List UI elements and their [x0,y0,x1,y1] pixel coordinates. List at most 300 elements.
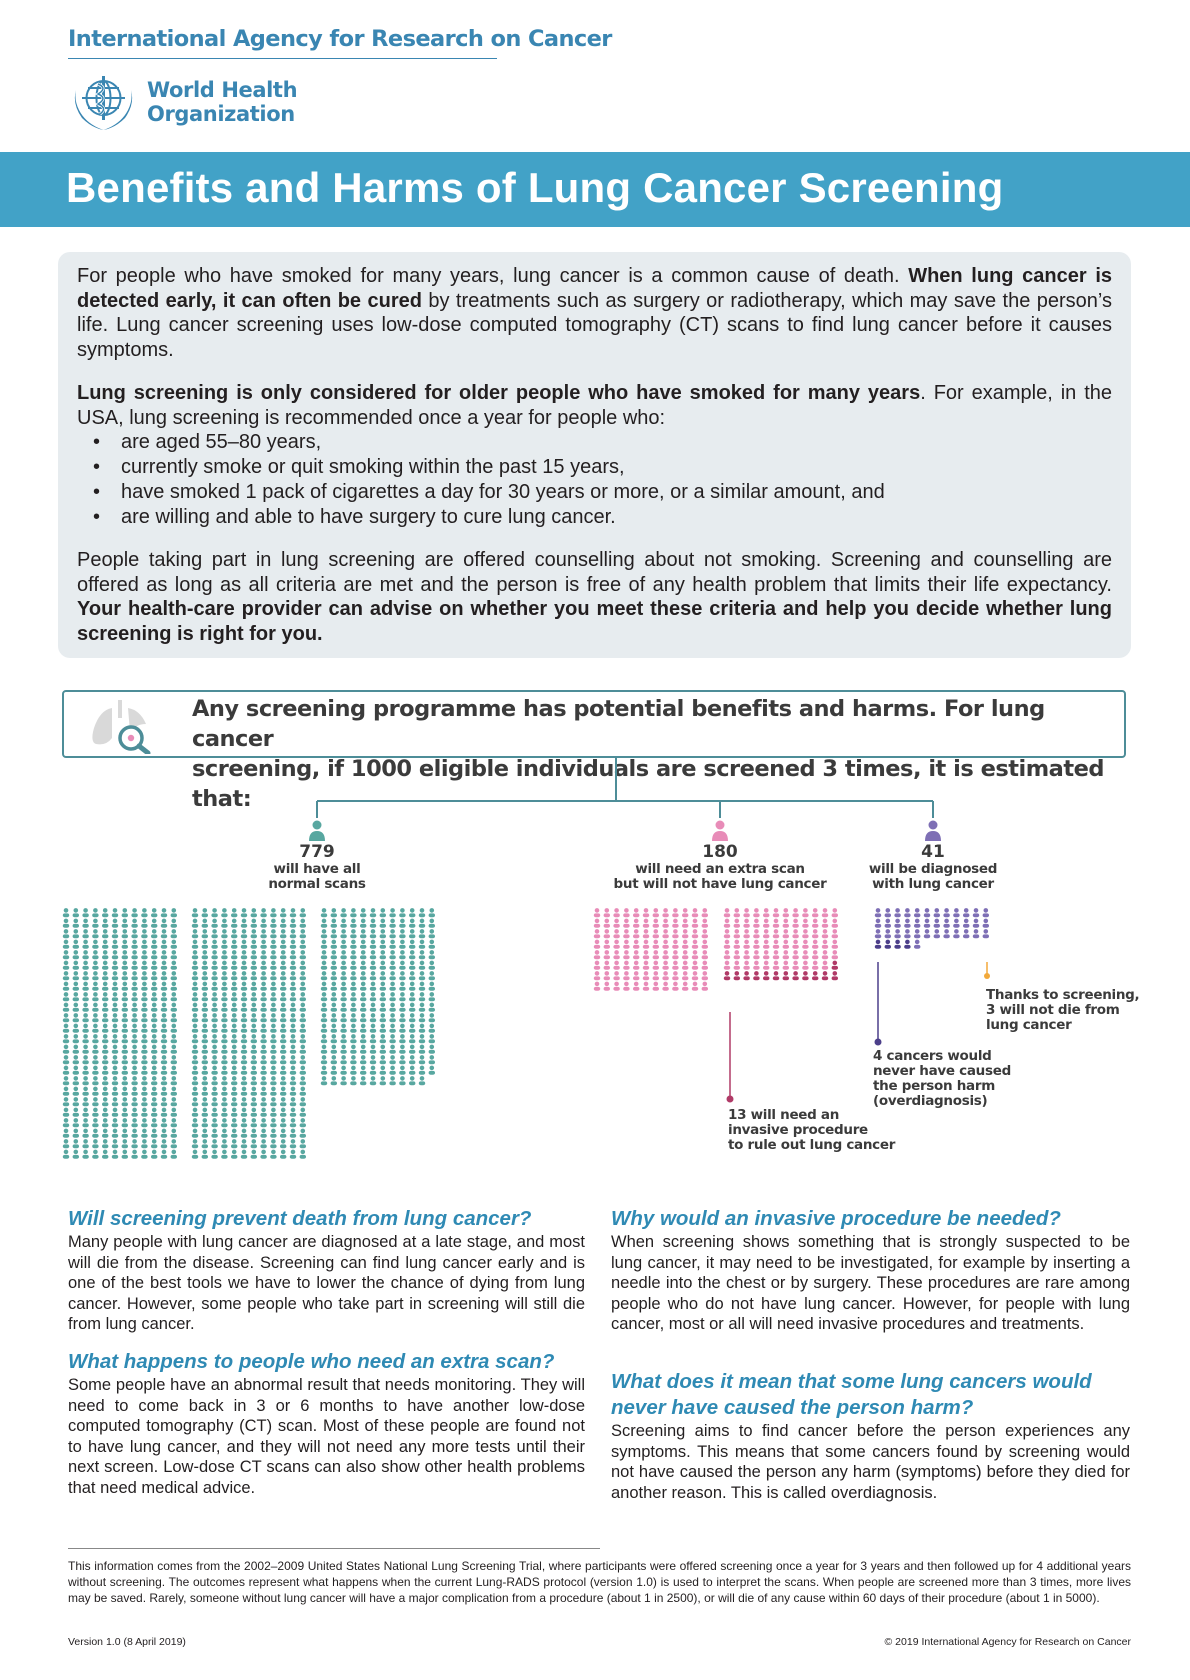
overdiagnosis-line2: never have caused [873,1063,1011,1079]
person-dot-normal [241,908,247,917]
section-heading: Why would an invasive procedure be needed? [611,1207,1061,1230]
intro-p3-bold: Your health-care provider can advise on whether you meet these criteria and help you decide whether lung screening is right for you. [77,598,1112,645]
person-dot-normal [211,940,217,949]
person-dot-normal [340,908,346,917]
diagnosed-label-line2: with lung cancer [872,876,994,892]
person-dot-normal [409,1003,415,1012]
person-dot-diagnosed [963,919,969,928]
person-dot-normal [280,929,286,938]
person-dot-normal [122,1139,128,1148]
person-dot-normal [141,1055,147,1064]
person-dot-normal [171,1045,177,1054]
person-dot-extra-scan [604,929,610,938]
person-dot-normal [241,1076,247,1085]
person-dot-normal [380,1034,386,1043]
person-dot-normal [151,1087,157,1096]
person-dot-normal [251,971,257,980]
person-dot-normal [141,1003,147,1012]
person-dot-extra-scan [792,971,798,980]
person-dot-extra-scan [643,940,649,949]
person-dot-normal [131,1034,137,1043]
person-dot-diagnosed [875,929,881,938]
person-dot-normal [231,1129,237,1138]
person-dot-extra-scan [802,929,808,938]
person-dot-normal [202,1066,208,1075]
person-dot-normal [280,950,286,959]
person-dot-normal [221,1024,227,1033]
person-dot-normal [290,1108,296,1117]
person-dot-normal [290,1076,296,1085]
section-body: When screening shows something that is strongly suspected to be lung cancer, it may need to be investigated, for example by inserting a needle into the chest or by surgery. These procedures are rare among people who do not have lung cancer. However, for people with lung cancer, most or all will need invasive procedures and treatments. [611,1233,1130,1333]
person-dot-normal [211,1055,217,1064]
intro-p1-text-a: For people who have smoked for many years, lung cancer is a common cause of death. [77,265,909,287]
person-dot-extra-scan [653,940,659,949]
person-dot-normal [63,1024,69,1033]
person-dot-normal [171,1055,177,1064]
person-dot-normal [300,1097,306,1106]
person-dot-extra-scan [832,961,838,970]
person-dot-normal [321,971,327,980]
person-dot-normal [380,950,386,959]
person-dot-normal [231,1024,237,1033]
person-dot-normal [260,1034,266,1043]
person-dot-diagnosed [963,929,969,938]
person-dot-normal [260,1076,266,1085]
person-dot-normal [161,1118,167,1127]
person-dot-extra-scan [672,940,678,949]
person-dot-normal [141,961,147,970]
person-dot-diagnosed [983,929,989,938]
person-dot-normal [202,940,208,949]
person-dot-normal [92,1139,98,1148]
person-dot-normal [350,982,356,991]
overdiagnosis-callout [873,1049,1043,1109]
person-dot-diagnosed [963,908,969,917]
section-body: Screening aims to find cancer before the person experiences any symptoms. This means that some cancers found by screening would not have caused the person any harm (symptoms) before they died for another reason. This is called overdiagnosis. [611,1422,1130,1502]
person-dot-normal [151,992,157,1001]
person-dot-diagnosed [924,908,930,917]
person-dot-normal [270,929,276,938]
person-dot-normal [300,908,306,917]
person-dot-normal [321,908,327,917]
person-dot-normal [63,1129,69,1138]
person-dot-normal [419,992,425,1001]
person-dot-normal [131,1150,137,1159]
person-dot-normal [270,1139,276,1148]
person-dot-normal [370,1024,376,1033]
person-dot-normal [211,1108,217,1117]
person-dot-extra-scan [594,919,600,928]
person-dot-normal [171,1076,177,1085]
person-dot-diagnosed [934,929,940,938]
person-dot-extra-scan [822,908,828,917]
person-dot-normal [331,1066,337,1075]
person-dot-extra-scan [753,940,759,949]
intro-paragraph-2 [77,381,1112,430]
person-dot-normal [161,971,167,980]
person-dot-normal [300,940,306,949]
person-dot-normal [211,1066,217,1075]
person-dot-extra-scan [724,950,730,959]
person-dot-normal [300,961,306,970]
person-dot-normal [92,1087,98,1096]
person-dot-normal [260,971,266,980]
person-dot-normal [409,992,415,1001]
person-dot-normal [360,1013,366,1022]
person-dot-normal [419,1045,425,1054]
extra-scan-label [600,862,840,892]
person-dot-normal [241,1013,247,1022]
person-dot-normal [151,950,157,959]
person-dot-normal [241,1118,247,1127]
person-dot-normal [380,1066,386,1075]
person-dot-normal [290,1045,296,1054]
person-dot-normal [82,1055,88,1064]
person-dot-normal [429,982,435,991]
person-dot-extra-scan [643,950,649,959]
person-dot-normal [340,1024,346,1033]
person-dot-normal [300,1108,306,1117]
person-dot-normal [102,961,108,970]
person-dot-normal [192,929,198,938]
person-dot-normal [350,929,356,938]
person-dot-normal [82,1066,88,1075]
person-dot-normal [92,1034,98,1043]
person-dot-diagnosed [973,908,979,917]
person-dot-extra-scan [734,950,740,959]
person-dot-normal [340,1045,346,1054]
person-dot-normal [221,961,227,970]
person-dot-normal [211,929,217,938]
person-dot-normal [280,982,286,991]
person-dot-normal [63,908,69,917]
person-dot-normal [350,1024,356,1033]
person-dot-normal [82,982,88,991]
person-dot-normal [221,1108,227,1117]
person-dot-normal [221,1055,227,1064]
person-dot-extra-scan [773,908,779,917]
person-dot-normal [290,1087,296,1096]
person-dot-normal [221,1045,227,1054]
person-dot-extra-scan [743,961,749,970]
person-dot-normal [280,1097,286,1106]
person-dot-normal [241,1108,247,1117]
person-dot-normal [389,908,395,917]
person-dot-normal [300,1066,306,1075]
intro-paragraph-1 [77,264,1112,362]
section-overdiagnosis [611,1369,1130,1503]
person-dot-normal [419,908,425,917]
footer-note: This information comes from the 2002–2009 United States National Lung Screening Trial, where participants were offered screening once a year for 3 years and then followed up for 4 additional years without screening. The outcomes represent what happens when the current Lung-RADS protocol (version 1.0) is used to interpret the scans. When people are screened more than 3 times, more lives may be saved. Rarely, someone without lung cancer will have a major complication from a procedure (about 1 in 2500), or will die of any cause within 60 days of their procedure (about 1 in 5000). [68,1559,1131,1605]
person-dot-normal [151,1034,157,1043]
person-dot-normal [350,1013,356,1022]
person-dot-extra-scan [724,908,730,917]
diagnosed-label [853,862,1013,892]
person-dot-extra-scan [662,929,668,938]
person-dot-normal [409,908,415,917]
person-dot-extra-scan [594,950,600,959]
person-dot-normal [221,950,227,959]
person-dot-normal [300,919,306,928]
person-dot-grid [0,900,1190,1180]
person-dot-normal [82,1003,88,1012]
person-dot-normal [260,1097,266,1106]
person-dot-extra-scan [692,961,698,970]
person-dot-normal [102,1087,108,1096]
person-dot-extra-scan [783,929,789,938]
person-dot-normal [260,950,266,959]
person-dot-normal [251,1118,257,1127]
person-dot-normal [241,1034,247,1043]
person-dot-normal [131,1097,137,1106]
person-dot-normal [231,1118,237,1127]
person-dot-normal [389,1034,395,1043]
person-dot-normal [399,1055,405,1064]
section-heading [611,1369,1130,1421]
person-dot-normal [112,919,118,928]
person-dot-normal [380,919,386,928]
person-dot-normal [192,950,198,959]
person-dot-diagnosed [885,929,891,938]
person-dot-normal [92,1150,98,1159]
person-dot-normal [340,982,346,991]
person-dot-normal [131,971,137,980]
person-dot-diagnosed [983,919,989,928]
person-dot-normal [429,919,435,928]
person-dot-normal [221,919,227,928]
person-dot-normal [409,1013,415,1022]
person-dot-normal [122,1055,128,1064]
person-dot-normal [270,1087,276,1096]
person-dot-normal [131,982,137,991]
person-dot-diagnosed [953,929,959,938]
person-dot-normal [231,1108,237,1117]
person-dot-normal [380,908,386,917]
person-dot-extra-scan [753,908,759,917]
person-dot-normal [131,1108,137,1117]
person-dot-normal [202,1097,208,1106]
person-dot-normal [73,1055,79,1064]
person-dot-extra-scan [613,919,619,928]
person-dot-normal [221,1087,227,1096]
person-dot-extra-scan [734,961,740,970]
person-dot-normal [231,1013,237,1022]
person-dot-normal [192,1108,198,1117]
person-dot-normal [73,919,79,928]
person-dot-diagnosed [875,940,881,949]
person-dot-extra-scan [753,950,759,959]
person-dot-normal [419,1003,425,1012]
person-dot-normal [360,1003,366,1012]
person-dot-extra-scan [653,971,659,980]
person-dot-normal [419,929,425,938]
person-dot-normal [280,1045,286,1054]
person-dot-normal [151,961,157,970]
person-dot-extra-scan [702,950,708,959]
person-dot-normal [131,950,137,959]
person-dot-extra-scan [792,950,798,959]
person-dot-normal [192,992,198,1001]
person-dot-normal [429,908,435,917]
person-dot-normal [280,1066,286,1075]
person-dot-normal [270,1108,276,1117]
person-dot-normal [360,971,366,980]
person-dot-normal [131,1003,137,1012]
version-label: Version 1.0 (8 April 2019) [68,1636,186,1648]
person-dot-normal [231,971,237,980]
person-dot-normal [409,1034,415,1043]
person-dot-normal [389,1013,395,1022]
person-dot-normal [389,940,395,949]
person-dot-normal [419,940,425,949]
person-dot-normal [231,1045,237,1054]
person-dot-normal [202,1108,208,1117]
person-dot-normal [340,1055,346,1064]
person-dot-normal [251,1108,257,1117]
person-dot-normal [380,1003,386,1012]
person-dot-extra-scan [594,961,600,970]
person-dot-extra-scan [643,919,649,928]
person-dot-normal [141,1087,147,1096]
person-dot-normal [419,1066,425,1075]
person-dot-normal [73,908,79,917]
person-dot-normal [331,950,337,959]
person-dot-normal [231,992,237,1001]
person-dot-normal [380,940,386,949]
person-dot-extra-scan [594,908,600,917]
person-dot-normal [73,982,79,991]
person-dot-normal [73,1118,79,1127]
person-dot-normal [211,1150,217,1159]
person-dot-extra-scan [802,919,808,928]
person-dot-normal [350,971,356,980]
section-heading-line1: What does it mean that some lung cancers would [611,1370,1092,1393]
person-dot-normal [82,908,88,917]
normal-count: 779 [299,842,335,862]
person-dot-normal [112,1066,118,1075]
person-dot-normal [112,982,118,991]
person-dot-normal [260,1045,266,1054]
person-dot-normal [211,1097,217,1106]
person-dot-normal [63,982,69,991]
person-dot-extra-scan [594,971,600,980]
person-dot-diagnosed [904,908,910,917]
person-dot-normal [112,1076,118,1085]
person-dot-extra-scan [753,919,759,928]
person-dot-normal [280,919,286,928]
person-dot-normal [241,1139,247,1148]
person-dot-normal [260,1066,266,1075]
person-dot-normal [241,961,247,970]
person-dot-extra-scan [832,950,838,959]
person-dot-normal [290,950,296,959]
person-dot-normal [122,992,128,1001]
person-dot-normal [280,1024,286,1033]
person-dot-normal [321,961,327,970]
person-dot-normal [370,961,376,970]
person-dot-normal [251,1087,257,1096]
person-dot-normal [280,1034,286,1043]
person-dot-normal [231,1139,237,1148]
invasive-line3: to rule out lung cancer [728,1137,896,1153]
person-dot-normal [73,961,79,970]
person-dot-normal [122,1108,128,1117]
person-dot-normal [122,1129,128,1138]
person-dot-normal [429,1045,435,1054]
person-dot-normal [161,1108,167,1117]
person-dot-normal [429,992,435,1001]
person-dot-normal [340,992,346,1001]
person-dot-extra-scan [613,950,619,959]
person-dot-normal [73,1076,79,1085]
person-dot-normal [321,1076,327,1085]
person-dot-normal [340,961,346,970]
footer-rule [68,1548,600,1549]
person-dot-normal [141,1066,147,1075]
person-dot-extra-scan [682,908,688,917]
person-dot-normal [260,1055,266,1064]
person-dot-normal [63,1003,69,1012]
person-dot-normal [63,1097,69,1106]
overdiagnosis-line1: 4 cancers would [873,1048,992,1064]
person-dot-diagnosed [885,919,891,928]
person-dot-normal [260,1150,266,1159]
person-dot-normal [399,1013,405,1022]
person-dot-normal [73,1129,79,1138]
person-dot-normal [241,929,247,938]
person-dot-normal [429,1003,435,1012]
person-dot-normal [112,1097,118,1106]
person-dot-normal [399,1066,405,1075]
person-dot-normal [122,1034,128,1043]
person-dot-normal [280,1055,286,1064]
person-dot-normal [82,1013,88,1022]
person-dot-normal [92,1097,98,1106]
person-dot-normal [340,950,346,959]
person-dot-extra-scan [812,919,818,928]
person-dot-normal [63,1087,69,1096]
person-dot-normal [399,992,405,1001]
person-dot-normal [63,950,69,959]
person-dot-normal [290,908,296,917]
person-dot-normal [192,961,198,970]
person-dot-normal [409,1076,415,1085]
person-icon-extra-scan [710,820,730,842]
person-dot-extra-scan [672,961,678,970]
person-dot-normal [112,940,118,949]
person-dot-normal [202,1024,208,1033]
person-dot-normal [211,982,217,991]
person-dot-normal [112,961,118,970]
person-dot-normal [131,1066,137,1075]
person-dot-normal [300,982,306,991]
person-dot-extra-scan [604,919,610,928]
person-dot-extra-scan [653,950,659,959]
person-dot-normal [141,1097,147,1106]
person-dot-normal [260,1003,266,1012]
person-dot-extra-scan [692,940,698,949]
person-dot-normal [102,919,108,928]
person-dot-normal [211,961,217,970]
person-dot-normal [221,1097,227,1106]
person-dot-normal [389,1024,395,1033]
person-dot-normal [231,961,237,970]
person-dot-extra-scan [653,929,659,938]
person-dot-normal [399,908,405,917]
person-dot-normal [241,992,247,1001]
person-dot-normal [409,982,415,991]
person-dot-normal [360,1055,366,1064]
